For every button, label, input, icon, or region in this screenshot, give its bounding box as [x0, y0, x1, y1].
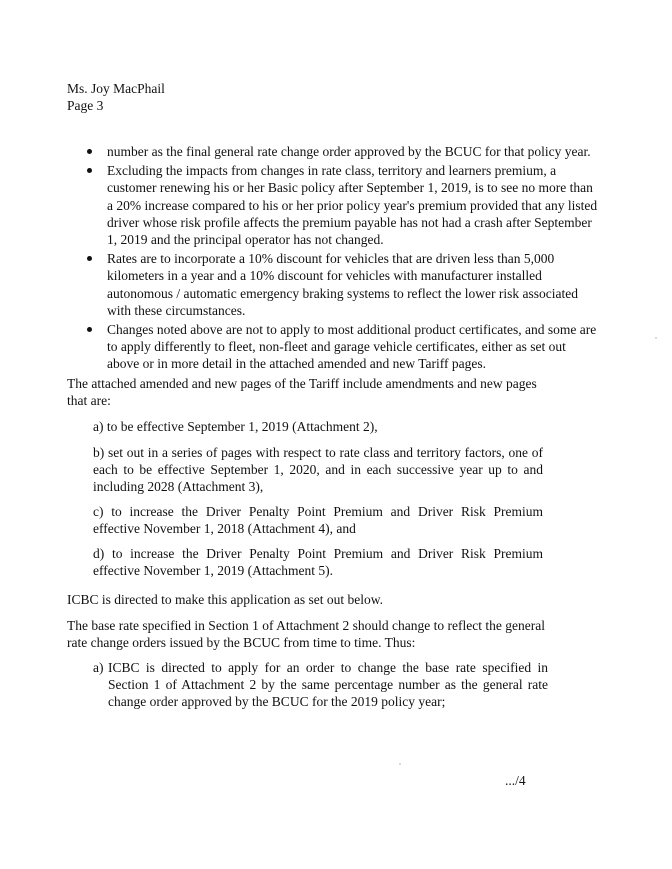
recipient-name: Ms. Joy MacPhail — [67, 81, 165, 96]
letter-header — [67, 80, 467, 114]
list-item-text: Changes noted above are not to apply to most additional product certificates, and some are to apply differently to fleet, non-fleet and garage vehicle certificates, either as set out above or in more detail in the attached amended and new Tariff pages. — [107, 322, 597, 372]
list-item-text: Rates are to incorporate a 10% discount for vehicles that are driven less than 5,000 kilometers in a year and a 10% discount for vehicles with manufacturer installed autonomous / automatic emergency braking systems to reflect the lower risk associated with these circumstances. — [107, 251, 578, 318]
list-item-text: number as the final general rate change order approved by the BCUC for that policy year. — [107, 144, 591, 159]
bullet-icon — [87, 256, 92, 261]
icbc-directed-paragraph: ICBC is directed to make this application as set out below. — [67, 592, 383, 607]
scan-speck — [655, 337, 657, 339]
bullet-icon — [87, 149, 92, 154]
scan-speck — [399, 763, 401, 765]
base-rate-paragraph: The base rate specified in Section 1 of Attachment 2 should change to reflect the general rate change orders issued by the BCUC from time to time. Thus: — [67, 618, 545, 651]
base-rate-item-label: a) — [93, 660, 104, 675]
base-rate-item-text: ICBC is directed to apply for an order to change the base rate specified in Section 1 of Attachment 2 by the same percentage number as the general rate change order approved by the BCUC for the 2019 policy year; — [108, 660, 548, 710]
tariff-item-d: d) to increase the Driver Penalty Point Premium and Driver Risk Premium effective November 1, 2019 (Attachment 5). — [93, 546, 543, 579]
base-rate-item — [93, 659, 548, 711]
list-item-text: Excluding the impacts from changes in rate class, territory and learners premium, a customer renewing his or her Basic policy after September 1, 2019, is to see no more than a 20% increase compared to his or her prior policy year's premium provided that any listed driver whose risk profile affects the premium payable has not had a crash after September 1, 2019 and the principal operator has not changed. — [107, 163, 598, 248]
list-item — [80, 321, 600, 373]
tariff-item-b: b) set out in a series of pages with respect to rate class and territory factors, one of each to be effective September 1, 2020, and in each successive year up to and including 2028 (Attachment 3), — [93, 445, 543, 495]
tariff-item-c: c) to increase the Driver Penalty Point Premium and Driver Risk Premium effective November 1, 2018 (Attachment 4), and — [93, 504, 543, 537]
tariff-item-a: a) to be effective September 1, 2019 (Attachment 2), — [93, 419, 378, 434]
conditions-list — [80, 143, 600, 375]
continuation-reference: .../4 — [505, 773, 526, 788]
list-item — [80, 250, 600, 319]
list-item — [80, 143, 600, 160]
bullet-icon — [87, 327, 92, 332]
tariff-intro-paragraph: The attached amended and new pages of the Tariff include amendments and new pages that are: — [67, 376, 537, 409]
bullet-icon — [87, 168, 92, 173]
page-number: Page 3 — [67, 98, 104, 114]
list-item — [80, 162, 600, 248]
